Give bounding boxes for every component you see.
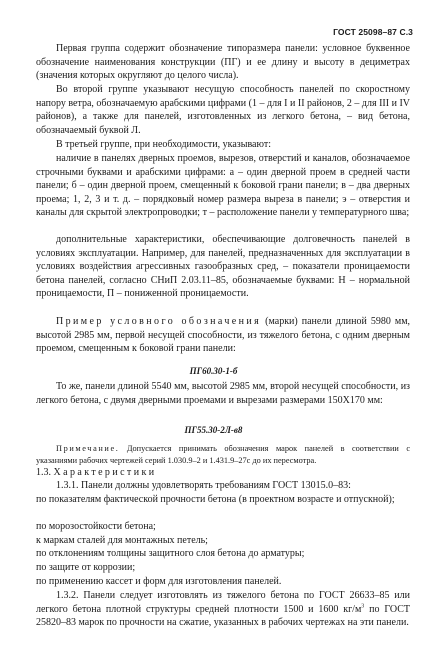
note-text: Допускается принимать обозначения марок панелей в соответствии с указаниями рабочих чертежей серий 1.030.9–2 и 1.431.9–27с до их пересмотра. bbox=[36, 444, 411, 465]
requirement-1-3-1: 1.3.1. Панели должны удовлетворять требованиям ГОСТ 13015.0–83: bbox=[56, 480, 351, 491]
paragraph-example bbox=[36, 315, 410, 356]
example-label: Пример условного обозначения bbox=[56, 316, 262, 327]
requirement-item: по применению кассет и форм для изготовления панелей. bbox=[36, 576, 282, 587]
designation-code-1: ПГ60.30-1-б bbox=[189, 366, 238, 376]
cubic-superscript: 3 bbox=[361, 603, 365, 610]
requirement-item: по отклонениям толщины защитного слоя бетона до арматуры; bbox=[36, 548, 305, 559]
paragraph-second-group: Во второй группе указывают несущую способность панелей по скоростному напору ветра, обозначаемую арабскими цифрами (1 – для I и II районов, 2 – для III и IV районов), а также для панелей, изготовленных из легкого бетона, – вид бетона, обозначаемый буквой Л. bbox=[36, 84, 410, 136]
paragraph-first-group: Первая группа содержит обозначение типоразмера панели: условное буквенное обозначение наименования конструкции (ПГ) и ее длину и высоту в дециметрах (значения которых округляют до целого числа). bbox=[36, 43, 410, 81]
requirement-item: по показателям фактической прочности бетона (в проектном возрасте и отпускной); bbox=[36, 494, 395, 505]
page-header: ГОСТ 25098–87 С.3 bbox=[333, 27, 413, 37]
requirement-1-3-2-text-a: 1.3.2. Панели следует изготовлять из тяжелого бетона по ГОСТ 26633–85 или легкого бетона плотной структуры средней плотности 1500 и 1600 кг/м bbox=[36, 590, 410, 615]
requirement-1-3-2-text-b: по ГОСТ 25820–83 марок по прочности на сжатие, указанных в рабочих чертежах на эти панели. bbox=[36, 603, 410, 628]
requirement-1-3-2 bbox=[36, 589, 410, 630]
paragraph-openings: наличие в панелях дверных проемов, вырезов, отверстий и каналов, обозначаемое строчными буквами и арабскими цифрами: а – один дверной проем в средней части панели; б – один дверной проем, смещенный к боковой грани панели; в – два дверных проема; 1, 2, 3 и т. д. – порядковый номер размера выреза в панели; э – отверстия и каналы для скрытой электропроводки; т – расположение панели у температурного шва; bbox=[36, 153, 410, 218]
requirement-item: по морозостойкости бетона; bbox=[36, 521, 156, 532]
section-title: Характеристики bbox=[53, 467, 157, 478]
paragraph-durability: дополнительные характеристики, обеспечивающие долговечность панелей в условиях эксплуатации. Например, для панелей, предназначенных для эксплуатации в условиях воздействия агрессивных газообразных сред, – показатели проницаемости бетона панелей, согласно СНиП 2.03.11–85, обозначаемые буквами: Н – нормальной проницаемости, П – пониженной проницаемости. bbox=[36, 234, 410, 299]
requirement-item: по защите от коррозии; bbox=[36, 562, 136, 573]
section-number: 1.3. bbox=[36, 467, 51, 478]
paragraph-third-group: В третьей группе, при необходимости, указывают: bbox=[56, 139, 271, 150]
note-label: Примечание. bbox=[56, 444, 120, 453]
designation-code-2: ПГ55.30-2Л-в8 bbox=[184, 425, 243, 435]
example-text: (марки) панели длиной 5980 мм, высотой 2985 мм, первой несущей способности, из тяжелого бетона, с одним дверным проемом, смещенным к боковой грани панели: bbox=[36, 316, 411, 354]
paragraph-example-2: То же, панели длиной 5540 мм, высотой 2985 мм, второй несущей способности, из легкого бетона, с двумя дверными проемами и вырезами размерами 150Х170 мм: bbox=[36, 381, 410, 406]
requirement-item: к маркам сталей для монтажных петель; bbox=[36, 535, 208, 546]
note bbox=[36, 443, 410, 467]
section-heading bbox=[36, 466, 156, 480]
